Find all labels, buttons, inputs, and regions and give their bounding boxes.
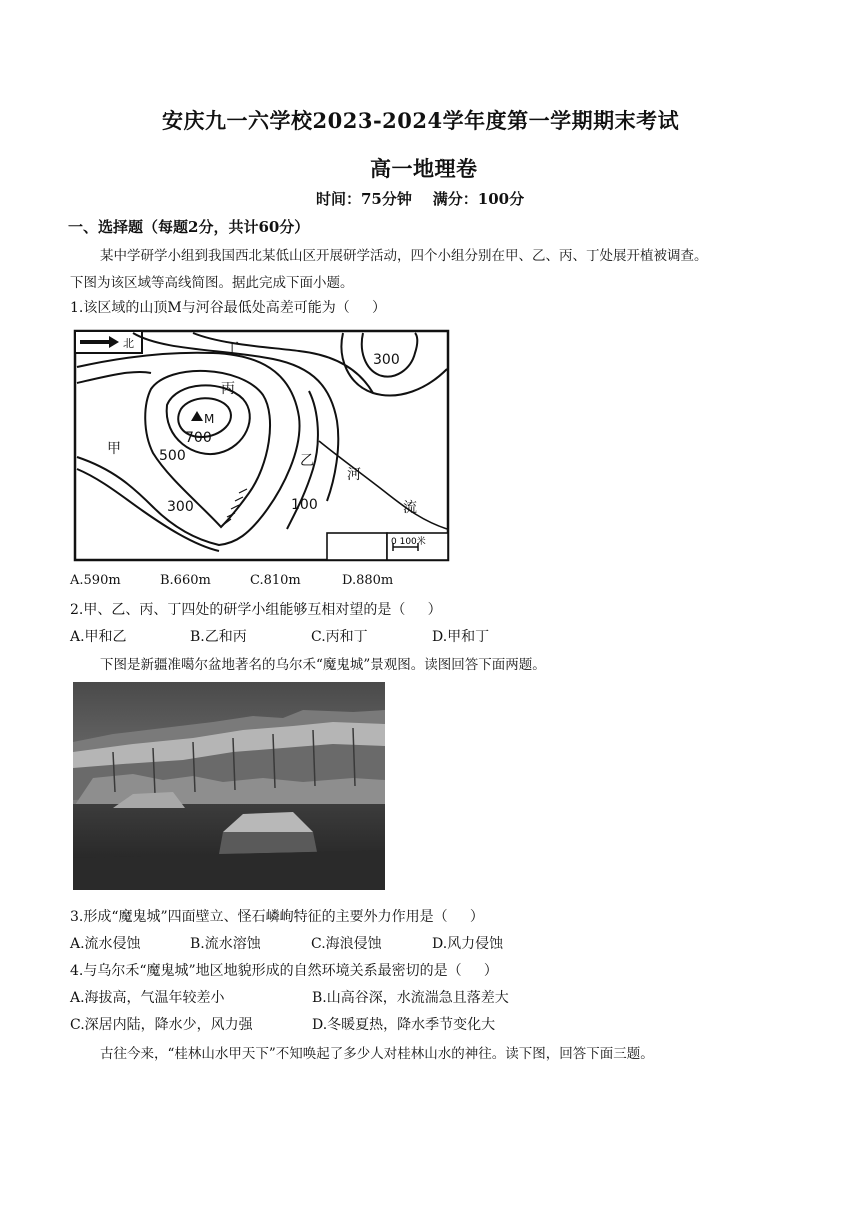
q2-option-c: C.丙和丁 — [311, 629, 368, 645]
question-3: 3.形成“魔鬼城”四面壁立、怪石嶙峋特征的主要外力作用是（ ） — [70, 909, 484, 925]
intro-paragraph-1b: 下图为该区域等高线简图。据此完成下面小题。 — [70, 275, 354, 291]
map-label-300-left: 300 — [167, 499, 194, 515]
map-label-100: 100 — [291, 497, 318, 513]
q4-option-d: D.冬暖夏热，降水季节变化大 — [312, 1017, 496, 1033]
map-label-300-right: 300 — [373, 352, 400, 368]
q3-option-c: C.海浪侵蚀 — [311, 936, 382, 952]
q1-option-a: A.590m — [70, 573, 121, 588]
north-label: 北 — [123, 337, 134, 350]
q2-option-a: A.甲和乙 — [70, 629, 127, 645]
q4-option-b: B.山高谷深，水流湍急且落差大 — [312, 990, 509, 1006]
q2-option-d: D.甲和丁 — [432, 629, 490, 645]
contour-map — [73, 329, 450, 562]
question-2: 2.甲、乙、丙、丁四处的研学小组能够互相对望的是（ ） — [70, 602, 442, 618]
q1-option-b: B.660m — [160, 573, 211, 588]
q2-option-b: B.乙和丙 — [190, 629, 247, 645]
q1-option-c: C.810m — [250, 573, 301, 588]
q4-option-c: C.深居内陆，降水少，风力强 — [70, 1017, 253, 1033]
q1-option-d: D.880m — [342, 573, 394, 588]
intro-paragraph-2: 下图是新疆准噶尔盆地著名的乌尔禾“魔鬼城”景观图。读图回答下面两题。 — [100, 657, 546, 673]
map-label-500: 500 — [159, 448, 186, 464]
scale-bar — [327, 533, 448, 560]
q3-option-d: D.风力侵蚀 — [432, 936, 504, 952]
scale-label: 0 100米 — [391, 537, 426, 547]
map-label-liu: 流 — [403, 500, 417, 516]
map-label-bing: 丙 — [221, 381, 235, 397]
map-label-m: M — [204, 412, 215, 426]
time-score: 时间：75分钟 满分：100分 — [316, 190, 525, 208]
question-4: 4.与乌尔禾“魔鬼城”地区地貌形成的自然环境关系最密切的是（ ） — [70, 963, 498, 979]
exam-title: 安庆九一六学校2023-2024学年度第一学期期末考试 — [162, 108, 680, 133]
map-label-700: 700 — [185, 430, 212, 446]
intro-paragraph-3: 古往今来，“桂林山水甲天下”不知唤起了多少人对桂林山水的神往。读下图，回答下面三题。 — [100, 1046, 654, 1062]
landscape-photo — [73, 682, 385, 890]
q3-option-a: A.流水侵蚀 — [70, 936, 141, 952]
map-label-ding: 丁 — [225, 341, 239, 357]
map-label-he: 河 — [347, 467, 361, 483]
section-heading: 一、选择题（每题2分，共计60分） — [68, 218, 310, 236]
map-label-jia: 甲 — [107, 441, 121, 457]
question-1: 1.该区域的山顶M与河谷最低处高差可能为（ ） — [70, 300, 386, 316]
map-label-yi: 乙 — [300, 453, 314, 469]
q3-option-b: B.流水溶蚀 — [190, 936, 261, 952]
q4-option-a: A.海拔高，气温年较差小 — [70, 990, 225, 1006]
intro-paragraph-1: 某中学研学小组到我国西北某低山区开展研学活动，四个小组分别在甲、乙、丙、丁处展开植被调查。 — [100, 248, 708, 264]
exam-subtitle: 高一地理卷 — [370, 156, 478, 181]
